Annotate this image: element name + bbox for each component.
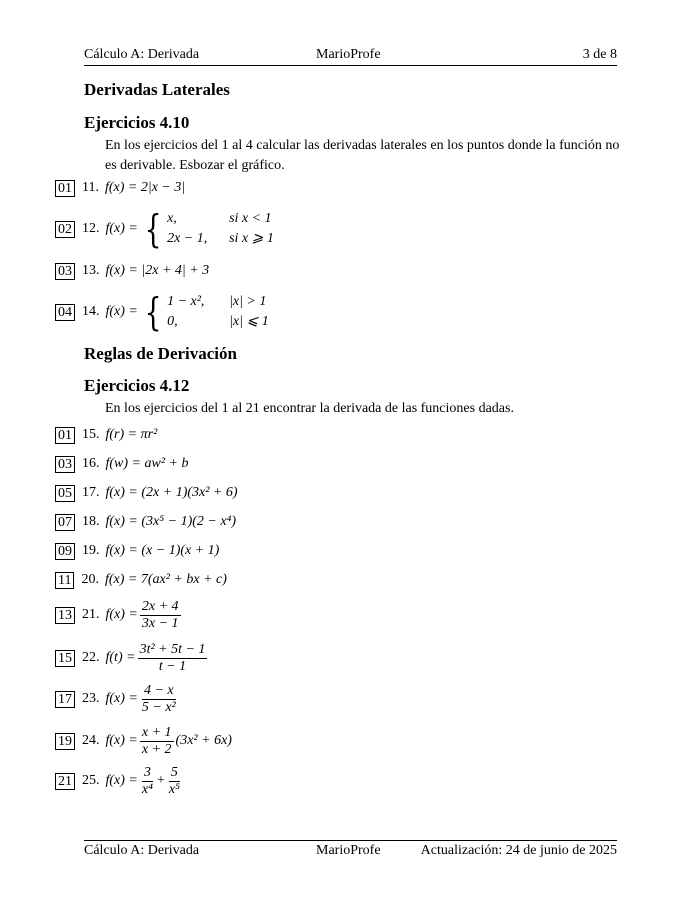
exercise-badge: 09: [55, 543, 75, 560]
exercise-lhs: f(x) =: [105, 221, 138, 236]
left-brace-icon: {: [144, 207, 162, 251]
exercise-badge: 15: [55, 650, 75, 667]
exercise-25: [55, 756, 184, 806]
numerator: 3: [143, 764, 151, 780]
exercise-number: 25.: [82, 773, 100, 788]
exercise-badge: 01: [55, 180, 75, 197]
exercise-number: 22.: [82, 650, 100, 665]
exercise-badge: 03: [55, 263, 75, 280]
exercise-lhs: f(x) =: [105, 607, 138, 622]
exercise-lhs: f(x) =: [105, 691, 138, 706]
exercise-number: 11.: [82, 180, 99, 195]
exercise-number: 19.: [82, 543, 100, 558]
denominator: x⁴: [141, 781, 153, 797]
header-page-number: 3 de 8: [582, 47, 617, 62]
exercise-number: 23.: [82, 691, 100, 706]
piecewise-cases: [138, 292, 269, 332]
exercise-lhs: f(x) =: [105, 733, 138, 748]
fraction: [140, 599, 181, 632]
denominator: x + 2: [141, 741, 172, 757]
section-subtitle-ejercicios-4-10: Ejercicios 4.10: [84, 113, 190, 132]
section-subtitle-ejercicios-4-12: Ejercicios 4.12: [84, 376, 190, 395]
header-course: Cálculo A: Derivada: [84, 47, 200, 62]
exercise-badge: 13: [55, 607, 75, 624]
page-header: [84, 47, 617, 67]
exercise-factor: (3x² + 6x): [175, 733, 232, 748]
exercise-formula: f(x) = (x − 1)(x + 1): [105, 543, 220, 558]
exercise-14: [55, 287, 269, 337]
instruction-4-12: En los ejercicios del 1 al 21 encontrar la derivada de las funciones dadas.: [105, 401, 514, 416]
numerator: 5: [170, 764, 178, 780]
instruction-4-10: En los ejercicios del 1 al 4 calcular las derivadas laterales en los puntos donde la función no es derivable. Esbozar el gráfico.: [105, 138, 620, 173]
exercise-number: 15.: [82, 427, 100, 442]
header-rule: [84, 65, 617, 66]
exercise-lhs: f(x) =: [105, 304, 138, 319]
exercise-number: 12.: [82, 221, 100, 236]
exercise-number: 17.: [82, 485, 100, 500]
page-footer: [84, 840, 617, 860]
exercise-formula: f(x) = |2x + 4| + 3: [105, 263, 210, 278]
left-brace-icon: {: [144, 290, 162, 334]
exercise-number: 13.: [82, 263, 100, 278]
fraction: [140, 725, 174, 758]
exercise-formula: f(x) = (3x⁵ − 1)(2 − x⁴): [105, 514, 237, 529]
exercise-number: 14.: [82, 304, 100, 319]
numerator: 3t² + 5t − 1: [139, 641, 206, 657]
exercise-badge: 03: [55, 456, 75, 473]
exercise-badge: 19: [55, 733, 75, 750]
case-row: 1 − x², |x| > 1: [167, 294, 267, 309]
numerator: x + 1: [141, 724, 172, 740]
footer-rule: [84, 840, 617, 841]
exercise-formula: f(x) = 7(ax² + bx + c): [104, 572, 227, 587]
case-row: 2x − 1, si x ⩾ 1: [167, 231, 274, 246]
piecewise-cases: [138, 209, 274, 249]
exercise-badge: 04: [55, 304, 75, 321]
footer-course: Cálculo A: Derivada: [84, 843, 200, 858]
exercise-badge: 02: [55, 221, 75, 238]
exercise-badge: 21: [55, 773, 75, 790]
exercise-formula: f(x) = (2x + 1)(3x² + 6): [105, 485, 238, 500]
exercise-badge: 11: [55, 572, 74, 589]
fraction: [167, 765, 182, 798]
exercise-formula: f(x) = 2|x − 3|: [104, 180, 186, 195]
fraction: [138, 642, 208, 675]
exercise-lhs: f(x) =: [105, 773, 138, 788]
plus-sign: +: [156, 773, 165, 788]
exercise-number: 16.: [82, 456, 100, 471]
exercise-number: 21.: [82, 607, 100, 622]
exercise-badge: 17: [55, 691, 75, 708]
exercise-badge: 05: [55, 485, 75, 502]
footer-updated: Actualización: 24 de junio de 2025: [420, 843, 617, 858]
exercise-formula: f(r) = πr²: [105, 427, 158, 442]
exercise-lhs: f(t) =: [105, 650, 136, 665]
header-author: MarioProfe: [316, 47, 381, 62]
numerator: 2x + 4: [141, 598, 179, 614]
section-title-reglas-de-derivacion: Reglas de Derivación: [84, 344, 237, 363]
denominator: 5 − x²: [141, 699, 176, 715]
denominator: t − 1: [158, 658, 187, 674]
denominator: 3x − 1: [141, 615, 179, 631]
footer-author: MarioProfe: [316, 843, 381, 858]
fraction: [140, 683, 178, 716]
exercise-number: 20.: [81, 572, 99, 587]
numerator: 4 − x: [143, 682, 174, 698]
exercise-badge: 01: [55, 427, 75, 444]
section-title-derivadas-laterales: Derivadas Laterales: [84, 80, 230, 99]
exercise-badge: 07: [55, 514, 75, 531]
denominator: x⁵: [168, 781, 180, 797]
fraction: [140, 765, 155, 798]
case-row: 0, |x| ⩽ 1: [167, 314, 269, 329]
exercise-number: 18.: [82, 514, 100, 529]
exercise-formula: f(w) = aw² + b: [105, 456, 189, 471]
case-row: x, si x < 1: [167, 211, 272, 226]
exercise-number: 24.: [82, 733, 100, 748]
